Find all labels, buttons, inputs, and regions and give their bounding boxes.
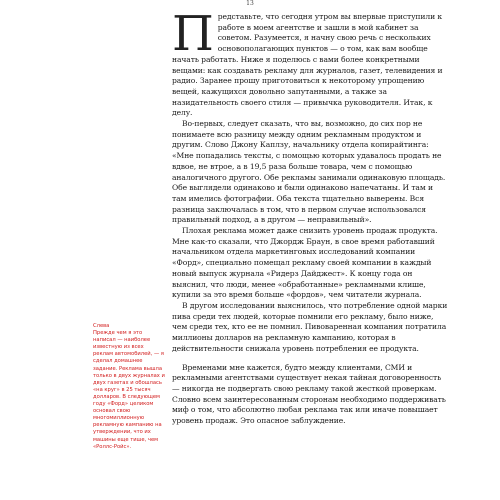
sidebar-heading: Слева	[93, 323, 110, 329]
block-quote: «Мне попадались тексты, с помощью которых удавалось продать не вдвое, не втрое, а в 19,5 раза больше товара, чем с помощью аналогичного другого. Обе рекламы занимали одинаковую площадь. Обе выглядели одинаково и были одинаково напечатаны. И там и там имелись фотографии. Оба текста тщательно выверены. Вся разница заключалась в том, что в первом случае использовался правильный подход, а в другом — неправильный».	[172, 151, 446, 225]
body-paragraph: Временами мне кажется, будто между клиентами, СМИ и рекламными агентствами существует некая тайная договоренность — никогда не подвергать свою рекламу такой жесткой проверкам. Словно всем заинтересованным сторонам необходимо поддерживать миф о том, что абсолютно любая реклама так или иначе повышает уровень продаж. Это опасное заблуждение.	[172, 362, 446, 426]
body-paragraph: Во-первых, следует сказать, что вы, возможно, до сих пор не понимаете всю разницу между одним рекламным продуктом и другим. Слово Джону Каплзу, начальнику отдела копирайтинга:	[172, 119, 429, 150]
body-paragraph: Плохая реклама может даже снизить уровень продаж продукта. Мне как-то сказали, что Джордж Браун, в свое время работавший начальником отдела маркетинговых исследований компании «Форд», специально помещал рекламу своей компании в каждый новый выпуск журнала «Ридерз Дайджест». К концу года он выяснил, что люди, менее «обработанные» рекламными клише, купили за это время больше «фордов», чем читатели журнала.	[172, 226, 438, 300]
drop-cap: П	[172, 6, 214, 62]
intro-text: редставьте, что сегодня утром вы впервые приступили к работе в моем агентстве и зашли в мой кабинет за советом. Разумеется, я начну свою речь с нескольких основополагающих пунктов — о том, как вам вообще начать работать. Ниже я поделюсь с вами более конкретными вещами: как создавать рекламу для журналов, газет, телевидения и радио. Заранее прошу приготовиться к некоторому упрощению вещей, кажущихся довольно запутанными, а также за назидательность своего стиля — привычка руководителя. Итак, к делу.	[172, 12, 443, 118]
page-number: 13	[246, 0, 254, 7]
body-paragraph: В другом исследовании выяснилось, что потребление одной марки пива среди тех людей, которые помнили его рекламу, было ниже, чем среди тех, кто ее не помнил. Пивоваренная компания потратила миллионы долларов на рекламную кампанию, которая в действительности снижала уровень потребления ее продукта.	[172, 300, 448, 353]
sidebar-text: Прежде чем я это написал — наиболее известную из всех реклам автомобилей, — я сделал домашнее задание. Реклама вышла только в двух журналах и двух газетах и обошлась «на круг» в 25 тысяч долларов. В следующем году «Форд» целиком основал свою многомиллионную рекламную кампанию на утверждении, что их машины еще тише, чем «Роллс-Ройс».	[93, 330, 165, 450]
intro-paragraph	[172, 6, 448, 119]
sidebar-caption	[93, 323, 165, 451]
article-body	[172, 6, 448, 427]
